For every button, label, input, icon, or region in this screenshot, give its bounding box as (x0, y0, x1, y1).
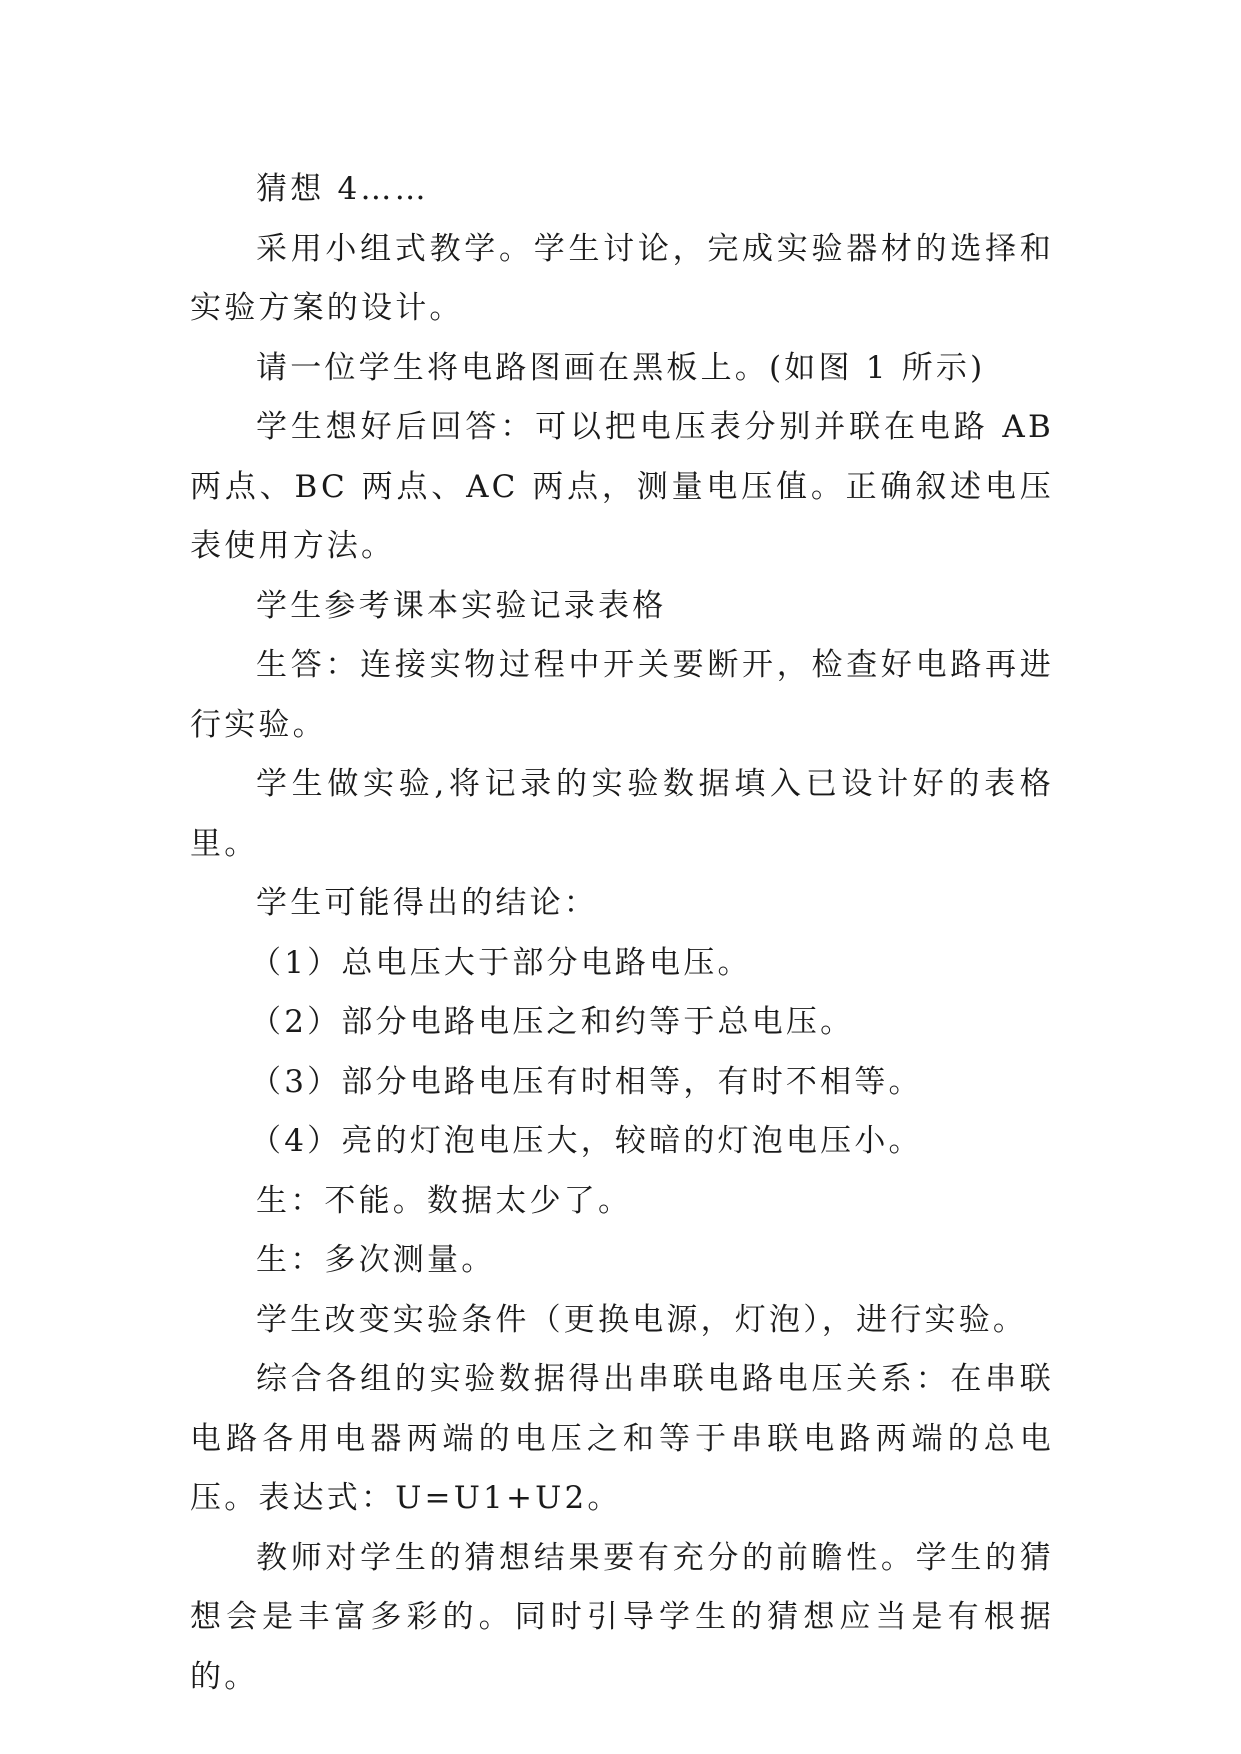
document-page (190, 160, 1054, 1707)
paragraph-too-little-data: 生：不能。数据太少了。 (256, 1182, 633, 1219)
paragraph-switch-open: 生答：连接实物过程中开关要断开，检查好电路再进行实验。 (190, 647, 1054, 743)
conclusion-item-1: （1）总电压大于部分电路电压。 (250, 944, 752, 981)
paragraph-change-conditions: 学生改变实验条件（更换电源，灯泡），进行实验。 (256, 1301, 1028, 1338)
paragraph-do-experiment: 学生做实验,将记录的实验数据填入已设计好的表格里。 (190, 766, 1054, 862)
conclusion-item-2: （2）部分电路电压之和约等于总电压。 (250, 1004, 855, 1040)
paragraph-series-voltage-law: 综合各组的实验数据得出串联电路电压关系：在串联电路各用电器两端的电压之和等于串联电路两端的总电压。表达式：U=U1+U2。 (190, 1361, 1054, 1516)
paragraph-group-teaching: 采用小组式教学。学生讨论，完成实验器材的选择和实验方案的设计。 (190, 230, 1054, 326)
paragraph-record-table: 学生参考课本实验记录表格 (256, 587, 667, 624)
conclusion-item-3: （3）部分电路电压有时相等，有时不相等。 (250, 1063, 923, 1100)
paragraph-multiple-measurements: 生：多次测量。 (256, 1242, 496, 1278)
paragraph-student-answer: 学生想好后回答：可以把电压表分别并联在电路 AB 两点、BC 两点、AC 两点，测量电压值。正确叙述电压表使用方法。 (190, 409, 1054, 564)
paragraph-guess-4: 猜想 4…… (256, 171, 429, 207)
paragraph-conclusions-intro: 学生可能得出的结论： (256, 885, 598, 921)
conclusion-item-4: （4）亮的灯泡电压大，较暗的灯泡电压小。 (250, 1123, 923, 1159)
paragraph-draw-circuit: 请一位学生将电路图画在黑板上。(如图 1 所示) (256, 349, 986, 386)
paragraph-teacher-guidance: 教师对学生的猜想结果要有充分的前瞻性。学生的猜想会是丰富多彩的。同时引导学生的猜想应当是有根据的。 (190, 1539, 1054, 1695)
